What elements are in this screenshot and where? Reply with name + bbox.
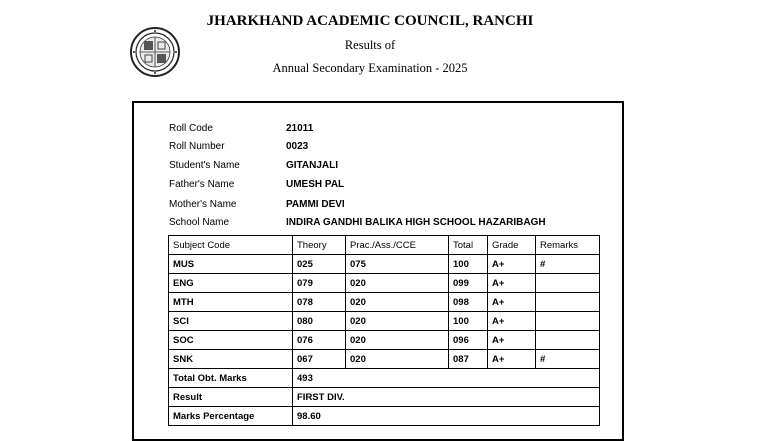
table-row: [169, 312, 600, 331]
grade-cell: A+: [488, 293, 536, 312]
summary-label: Marks Percentage: [169, 407, 293, 426]
theory-cell: 067: [293, 350, 346, 369]
remarks-cell: [536, 274, 600, 293]
remarks-cell: [536, 293, 600, 312]
col-header-total: Total: [449, 236, 488, 255]
theory-cell: 080: [293, 312, 346, 331]
marks-table: [168, 235, 600, 426]
grade-cell: A+: [488, 312, 536, 331]
subject-code-cell: SNK: [169, 350, 293, 369]
col-header-subject-code: Subject Code: [169, 236, 293, 255]
info-label: School Name: [169, 217, 230, 228]
theory-cell: 078: [293, 293, 346, 312]
practical-cell: 020: [346, 293, 449, 312]
info-value: UMESH PAL: [286, 179, 345, 190]
col-header-remarks: Remarks: [536, 236, 600, 255]
total-cell: 087: [449, 350, 488, 369]
remarks-cell: #: [536, 350, 600, 369]
subject-code-cell: MUS: [169, 255, 293, 274]
table-row: [169, 331, 600, 350]
remarks-cell: [536, 331, 600, 350]
col-header-practical: Prac./Ass./CCE: [346, 236, 449, 255]
info-value: 21011: [286, 123, 314, 134]
col-header-grade: Grade: [488, 236, 536, 255]
info-value: GITANJALI: [286, 160, 339, 171]
total-cell: 098: [449, 293, 488, 312]
result-header: [0, 0, 768, 100]
marks-header-row: [169, 236, 600, 255]
total-cell: 096: [449, 331, 488, 350]
results-of-text: Results of: [344, 38, 396, 52]
total-cell: 100: [449, 312, 488, 331]
remarks-cell: #: [536, 255, 600, 274]
total-cell: 100: [449, 255, 488, 274]
info-label: Father's Name: [169, 179, 235, 190]
exam-name: Annual Secondary Examination - 2025: [272, 61, 468, 75]
info-label: Roll Code: [169, 123, 213, 134]
practical-cell: 020: [346, 274, 449, 293]
table-row: [169, 274, 600, 293]
practical-cell: 020: [346, 312, 449, 331]
grade-cell: A+: [488, 331, 536, 350]
summary-row-percentage: [169, 407, 600, 426]
summary-value: 493: [293, 369, 600, 388]
practical-cell: 020: [346, 331, 449, 350]
summary-value: 98.60: [293, 407, 600, 426]
info-value: PAMMI DEVI: [286, 199, 345, 210]
subject-code-cell: SOC: [169, 331, 293, 350]
grade-cell: A+: [488, 350, 536, 369]
summary-label: Result: [169, 388, 293, 407]
remarks-cell: [536, 312, 600, 331]
practical-cell: 075: [346, 255, 449, 274]
theory-cell: 025: [293, 255, 346, 274]
info-value: 0023: [286, 141, 309, 152]
table-row: [169, 350, 600, 369]
col-header-theory: Theory: [293, 236, 346, 255]
summary-label: Total Obt. Marks: [169, 369, 293, 388]
info-label: Mother's Name: [169, 199, 237, 210]
summary-row-total-marks: [169, 369, 600, 388]
grade-cell: A+: [488, 255, 536, 274]
subject-code-cell: SCI: [169, 312, 293, 331]
info-value: INDIRA GANDHI BALIKA HIGH SCHOOL HAZARIBAGH: [286, 217, 546, 228]
table-row: [169, 255, 600, 274]
subject-code-cell: MTH: [169, 293, 293, 312]
practical-cell: 020: [346, 350, 449, 369]
theory-cell: 079: [293, 274, 346, 293]
summary-row-result: [169, 388, 600, 407]
result-card: [132, 101, 624, 441]
council-title: JHARKHAND ACADEMIC COUNCIL, RANCHI: [206, 13, 534, 29]
theory-cell: 076: [293, 331, 346, 350]
table-row: [169, 293, 600, 312]
subject-code-cell: ENG: [169, 274, 293, 293]
grade-cell: A+: [488, 274, 536, 293]
info-label: Student's Name: [169, 160, 240, 171]
total-cell: 099: [449, 274, 488, 293]
summary-value: FIRST DIV.: [293, 388, 600, 407]
info-label: Roll Number: [169, 141, 225, 152]
